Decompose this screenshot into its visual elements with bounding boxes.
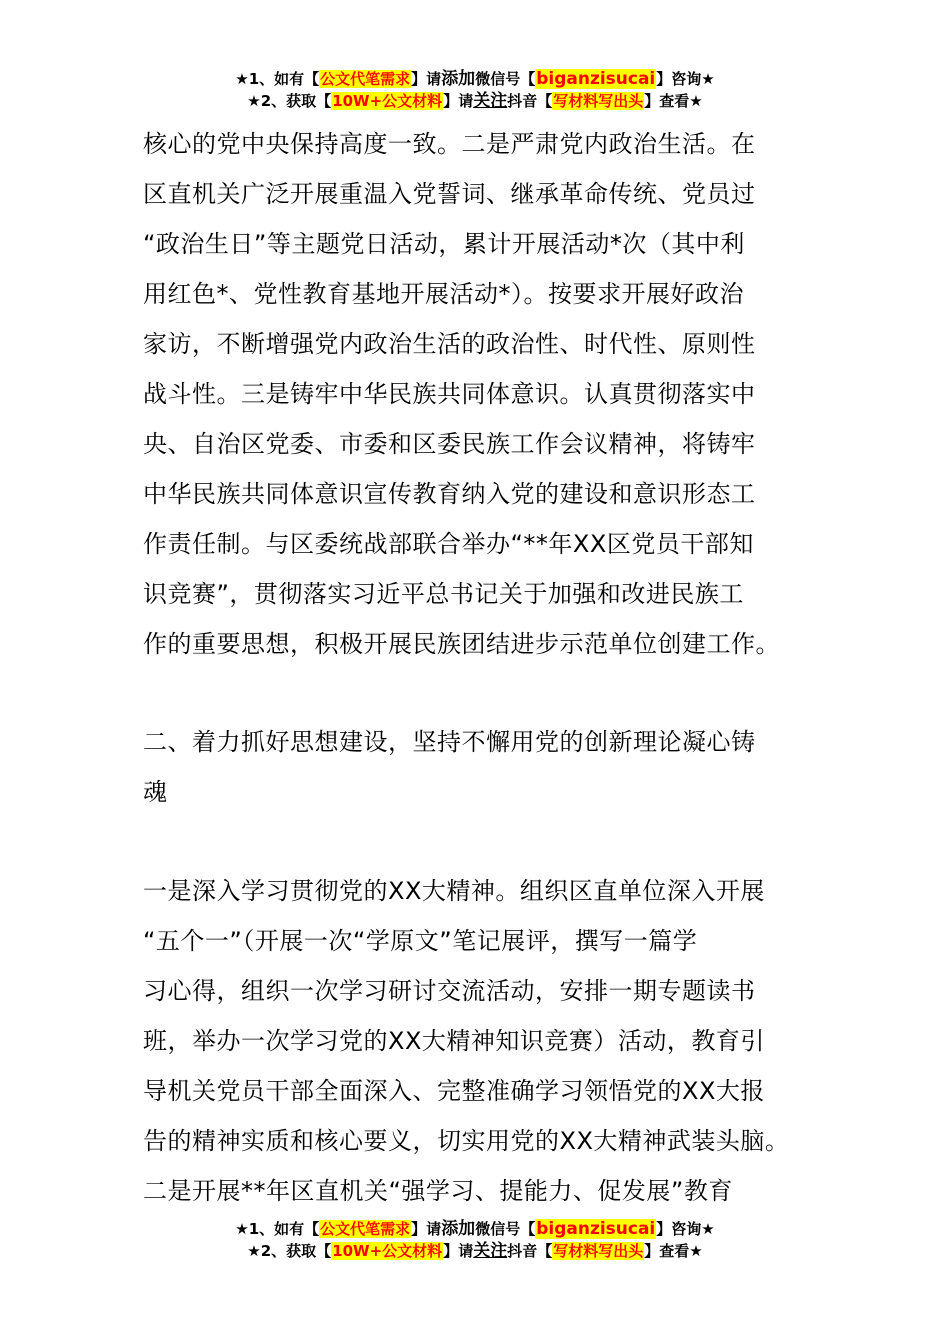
banner-emphasis: 添加 <box>441 69 476 89</box>
heading-line: 魂 <box>143 778 168 806</box>
banner-highlight: 公文代笔需求 <box>320 1220 411 1238</box>
text-line: 识竞赛”，贯彻落实习近平总书记关于加强和改进民族工 <box>143 580 744 608</box>
text-line: 作的重要思想，积极开展民族团结进步示范单位创建工作。 <box>143 630 780 658</box>
banner-text: ★1、如有【 <box>235 70 320 88</box>
heading-line: 二、着力抓好思想建设，坚持不懈用党的创新理论凝心铸 <box>143 728 756 756</box>
text-line: 用红色*、党性教育基地开展活动*）。按要求开展好政治 <box>143 280 744 308</box>
text-line: 家访，不断增强党内政治生活的政治性、时代性、原则性 <box>143 330 756 358</box>
banner-highlight: 10W+公文材料 <box>332 92 443 110</box>
banner-text: 】请 <box>411 1220 442 1238</box>
text-line: 区直机关广泛开展重温入党誓词、继承革命传统、党员过 <box>143 180 756 208</box>
text-line: “五个一”（开展一次“学原文”笔记展评，撰写一篇学 <box>143 927 698 955</box>
banner-emphasis: 添加 <box>441 1219 476 1239</box>
banner-text: ★1、如有【 <box>235 1220 320 1238</box>
banner-text: 】请 <box>443 92 474 110</box>
text-line: 央、自治区党委、市委和区委民族工作会议精神，将铸牢 <box>143 430 756 458</box>
section-heading-2 <box>143 717 823 817</box>
footer-banner <box>0 1218 950 1262</box>
banner-text: 微信号【 <box>475 1220 536 1238</box>
text-line: 核心的党中央保持高度一致。二是严肃党内政治生活。在 <box>143 130 756 158</box>
text-line: 中华民族共同体意识宣传教育纳入党的建设和意识形态工 <box>143 480 756 508</box>
banner-text: 】咨询★ <box>656 1220 715 1238</box>
banner-line-2 <box>0 1240 950 1262</box>
banner-line-2 <box>0 90 950 112</box>
banner-text: ★2、获取【 <box>247 92 332 110</box>
text-line: 导机关党员干部全面深入、完整准确学习领悟党的XX大报 <box>143 1077 765 1105</box>
banner-text: 微信号【 <box>475 70 536 88</box>
banner-text: 】咨询★ <box>656 70 715 88</box>
text-line: “政治生日”等主题党日活动，累计开展活动*次（其中利 <box>143 230 745 258</box>
banner-emphasis: 关注 <box>473 91 508 111</box>
text-line: 二是开展**年区直机关“强学习、提能力、促发展”教育 <box>143 1177 733 1205</box>
banner-text: 抖音【 <box>507 1242 553 1260</box>
banner-text: 】请 <box>443 1242 474 1260</box>
paragraph-1 <box>143 119 823 669</box>
banner-highlight: 写材料写出头 <box>553 92 644 110</box>
banner-line-1 <box>0 1218 950 1240</box>
banner-text: 】查看★ <box>644 92 703 110</box>
banner-highlight: biganzisucai <box>536 1219 656 1239</box>
header-banner <box>0 68 950 112</box>
banner-text: 】请 <box>411 70 442 88</box>
text-line: 告的精神实质和核心要义，切实用党的XX大精神武装头脑。 <box>143 1127 790 1155</box>
text-line: 作责任制。与区委统战部联合举办“**年XX区党员干部知 <box>143 530 754 558</box>
text-line: 战斗性。三是铸牢中华民族共同体意识。认真贯彻落实中 <box>143 380 756 408</box>
banner-highlight: 10W+公文材料 <box>332 1242 443 1260</box>
banner-text: 】查看★ <box>644 1242 703 1260</box>
banner-highlight: 写材料写出头 <box>553 1242 644 1260</box>
banner-highlight: biganzisucai <box>536 69 656 89</box>
text-line: 习心得，组织一次学习研讨交流活动，安排一期专题读书 <box>143 977 756 1005</box>
banner-highlight: 公文代笔需求 <box>320 70 411 88</box>
banner-line-1 <box>0 68 950 90</box>
paragraph-2 <box>143 866 823 1216</box>
banner-text: 抖音【 <box>507 92 553 110</box>
banner-text: ★2、获取【 <box>247 1242 332 1260</box>
text-line: 一是深入学习贯彻党的XX大精神。组织区直单位深入开展 <box>143 877 765 905</box>
text-line: 班，举办一次学习党的XX大精神知识竞赛）活动，教育引 <box>143 1027 765 1055</box>
banner-emphasis: 关注 <box>473 1241 508 1261</box>
